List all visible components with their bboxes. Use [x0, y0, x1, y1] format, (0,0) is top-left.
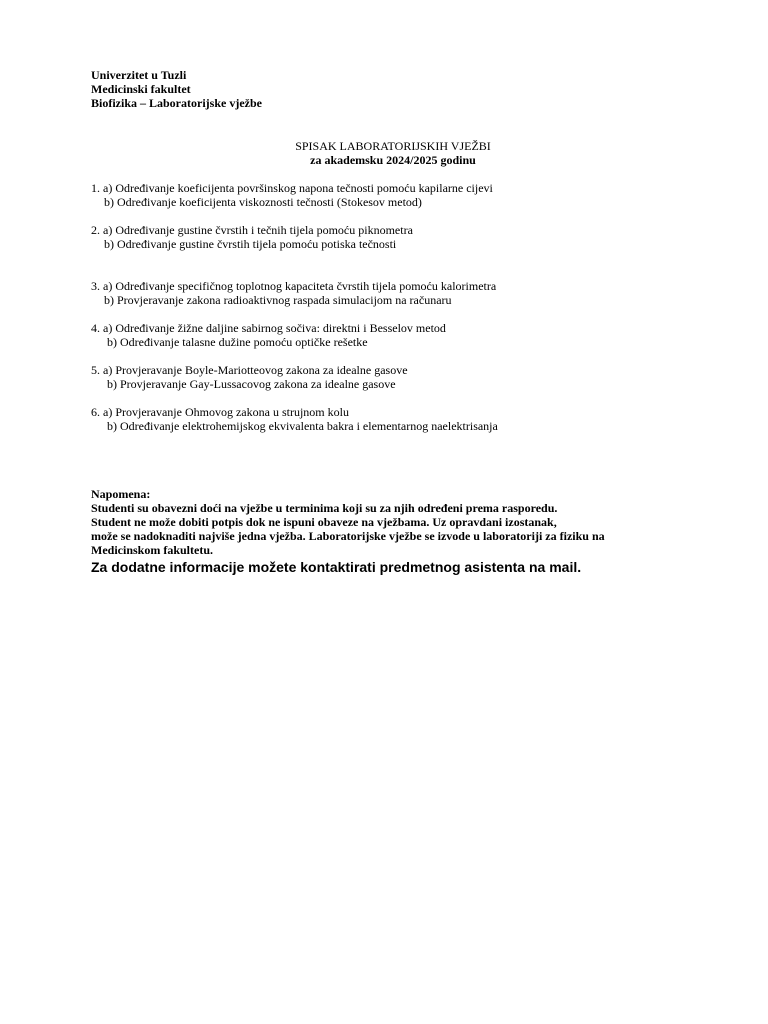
exercise-4a: 4. a) Određivanje žižne daljine sabirnog sočiva: direktni i Besselov metod — [91, 321, 446, 335]
note-line-2: Student ne može dobiti potpis dok ne ispuni obaveze na vježbama. Uz opravdani izostanak, — [91, 515, 557, 529]
exercise-3b: b) Provjeravanje zakona radioaktivnog raspada simulacijom na računaru — [104, 293, 452, 307]
exercise-6b: b) Određivanje elektrohemijskog ekvivalenta bakra i elementarnog naelektrisanja — [107, 419, 498, 433]
document-header — [91, 68, 262, 110]
faculty-name: Medicinski fakultet — [91, 82, 191, 96]
note-section — [91, 487, 681, 576]
exercise-item-2 — [91, 223, 413, 251]
exercise-6a: 6. a) Provjeravanje Ohmovog zakona u strujnom kolu — [91, 405, 349, 419]
exercise-item-6 — [91, 405, 498, 433]
title-main: SPISAK LABORATORIJSKIH VJEŽBI — [295, 139, 491, 153]
note-line-4: Medicinskom fakultetu. — [91, 543, 214, 557]
exercise-1a: 1. a) Određivanje koeficijenta površinskog napona tečnosti pomoću kapilarne cijevi — [91, 181, 493, 195]
exercise-2a: 2. a) Određivanje gustine čvrstih i tečnih tijela pomoću piknometra — [91, 223, 413, 237]
contact-info: Za dodatne informacije možete kontaktirati predmetnog asistenta na mail. — [91, 559, 582, 575]
exercise-item-5 — [91, 363, 408, 391]
course-name: Biofizika – Laboratorijske vježbe — [91, 96, 262, 110]
exercise-item-1 — [91, 181, 493, 209]
note-line-3: može se nadoknaditi najviše jedna vježba. Laboratorijske vježbe se izvode u laboratoriji za fiziku na — [91, 529, 605, 543]
exercise-item-4 — [91, 321, 446, 349]
exercise-3a: 3. a) Određivanje specifičnog toplotnog kapaciteta čvrstih tijela pomoću kalorimetra — [91, 279, 497, 293]
exercise-4b: b) Određivanje talasne dužine pomoću optičke rešetke — [107, 335, 368, 349]
exercise-5a: 5. a) Provjeravanje Boyle-Mariotteovog zakona za idealne gasove — [91, 363, 408, 377]
exercise-2b: b) Određivanje gustine čvrstih tijela pomoću potiska tečnosti — [104, 237, 397, 251]
university-name: Univerzitet u Tuzli — [91, 68, 187, 82]
exercise-item-3 — [91, 279, 496, 307]
exercise-5b: b) Provjeravanje Gay-Lussacovog zakona za idealne gasove — [107, 377, 396, 391]
exercise-1b: b) Određivanje koeficijenta viskoznosti tečnosti (Stokesov metod) — [104, 195, 422, 209]
title-sub: za akademsku 2024/2025 godinu — [310, 153, 476, 167]
document-title — [0, 139, 768, 167]
note-line-1: Studenti su obavezni doći na vježbe u terminima koji su za njih određeni prema rasporedu. — [91, 501, 558, 515]
note-label: Napomena: — [91, 487, 151, 501]
